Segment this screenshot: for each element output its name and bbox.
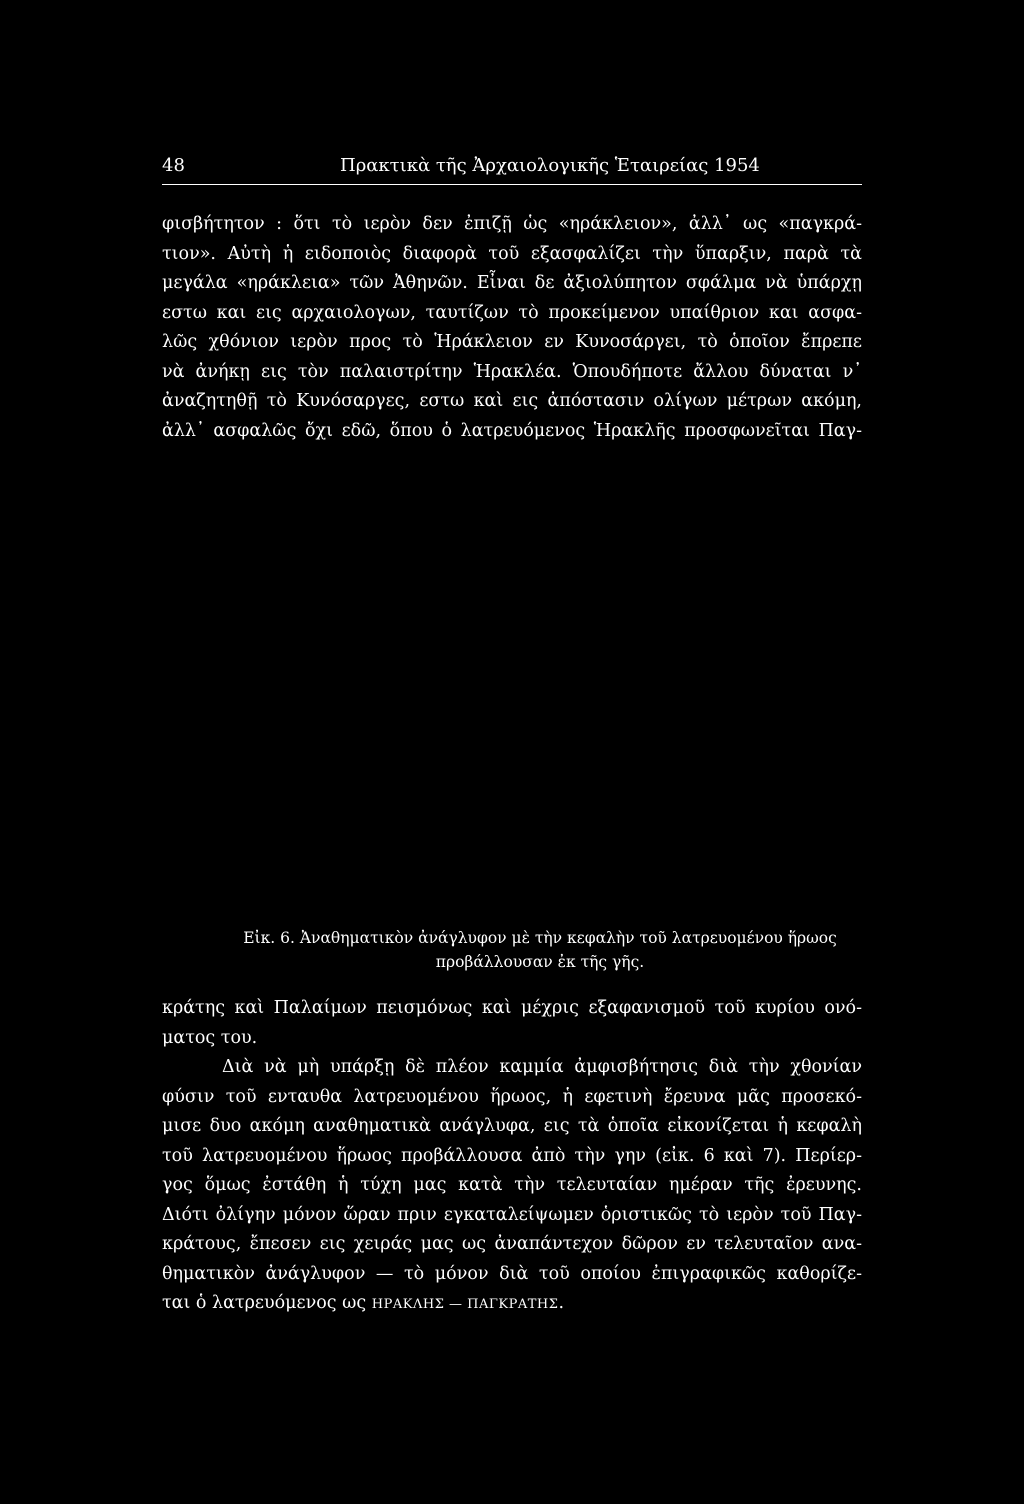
inscription-text: ΗΡΑΚΛΗΣ — ΠΑΓΚΡΑΤΗΣ — [371, 1297, 559, 1312]
final-period: . — [558, 1293, 565, 1313]
text-line: κράτης καὶ Παλαίμων πεισμόνως καὶ μέχρις εξαφανισμοῦ τοῦ κυρίου ονό- — [162, 998, 862, 1018]
text-line: γος ὅμως ἐστάθη ἡ τύχη μας κατὰ τὴν τελευταίαν ημέραν τῆς ἐρευνης. — [162, 1175, 862, 1195]
figure-caption — [210, 926, 870, 974]
text-line: θηματικὸν ἀνάγλυφον — τὸ μόνον διὰ τοῦ οποίου ἐπιγραφικῶς καθορίζε- — [162, 1263, 862, 1284]
text-line: Διὰ νὰ μὴ υπάρξῃ δὲ πλέον καμμία ἀμφισβήτησις διὰ τὴν χθονίαν — [222, 1057, 862, 1077]
text-line: εστω και εις αρχαιολογων, ταυτίζων τὸ προκείμενον υπαίθριον και ασφα- — [162, 302, 862, 323]
caption-line-2: προβάλλουσαν ἐκ τῆς γῆς. — [435, 953, 645, 971]
text-line-final — [162, 1289, 862, 1320]
header-rule — [162, 184, 862, 185]
text-line: Διότι ὀλίγην μόνον ὥραν πριν εγκαταλείψωμεν ὁριστικῶς τὸ ιερὸν τοῦ Παγ- — [162, 1204, 862, 1225]
text-line: τιον». Αὐτὴ ἡ ειδοποιὸς διαφορὰ τοῦ εξασφαλίζει τὴν ὕπαρξιν, παρὰ τὰ — [162, 243, 862, 264]
paragraph-bottom — [162, 994, 862, 1320]
text-line: μισε δυο ακόμη αναθηματικὰ ανάγλυφα, εις τὰ ὁποῖα εἰκονίζεται ἡ κεφαλὴ — [162, 1116, 862, 1136]
text-line: λῶς χθόνιον ιερὸν προς τὸ Ἡράκλειον εν Κυνοσάργει, τὸ ὁποῖον ἔπρεπε — [162, 332, 862, 352]
text-line: ματος του. — [162, 1027, 258, 1048]
final-line-text: ται ὁ λατρευόμενος ως — [162, 1293, 367, 1313]
caption-line-1: Εἰκ. 6. Ἀναθηματικὸν ἀνάγλυφον μὲ τὴν κεφαλὴν τοῦ λατρευομένου ἥρωος — [243, 929, 837, 947]
page-number: 48 — [162, 155, 185, 176]
paragraph-top — [162, 210, 862, 446]
text-line: τοῦ λατρευομένου ἥρωος προβάλλουσα ἀπὸ τὴν γην (εἰκ. 6 καὶ 7). Περίερ- — [162, 1145, 862, 1166]
text-line: ἀλλ᾽ ασφαλῶς ὄχι εδῶ, ὅπου ὁ λατρευόμενος Ἡρακλῆς προσφωνεῖται Παγ- — [162, 420, 862, 441]
text-line: νὰ ἀνήκῃ εις τὸν παλαιστρίτην Ἡρακλέα. Ὁπουδήποτε ἄλλου δύναται ν᾽ — [162, 361, 862, 382]
text-line: ἀναζητηθῇ τὸ Κυνόσαργες, εστω καὶ εις ἀπόστασιν ολίγων μέτρων ακόμη, — [162, 391, 862, 411]
text-line: φύσιν τοῦ ενταυθα λατρευομένου ἥρωος, ἡ εφετινὴ ἔρευνα μᾶς προσεκό- — [162, 1086, 862, 1107]
running-title: Πρακτικὰ τῆς Ἀρχαιολογικῆς Ἑταιρείας 1954 — [340, 155, 760, 176]
text-line: φισβήτητον : ὅτι τὸ ιερὸν δεν ἐπιζῇ ὡς «ηράκλειον», ἀλλ᾽ ως «παγκρά- — [162, 214, 862, 234]
text-line: κράτους, ἔπεσεν εις χειράς μας ως ἀναπάντεχον δῶρον εν τελευταῖον ανα- — [162, 1234, 862, 1254]
text-line: μεγάλα «ηράκλεια» τῶν Ἀθηνῶν. Εἶναι δε ἀξιολύπητον σφάλμα νὰ ὑπάρχῃ — [162, 273, 862, 293]
